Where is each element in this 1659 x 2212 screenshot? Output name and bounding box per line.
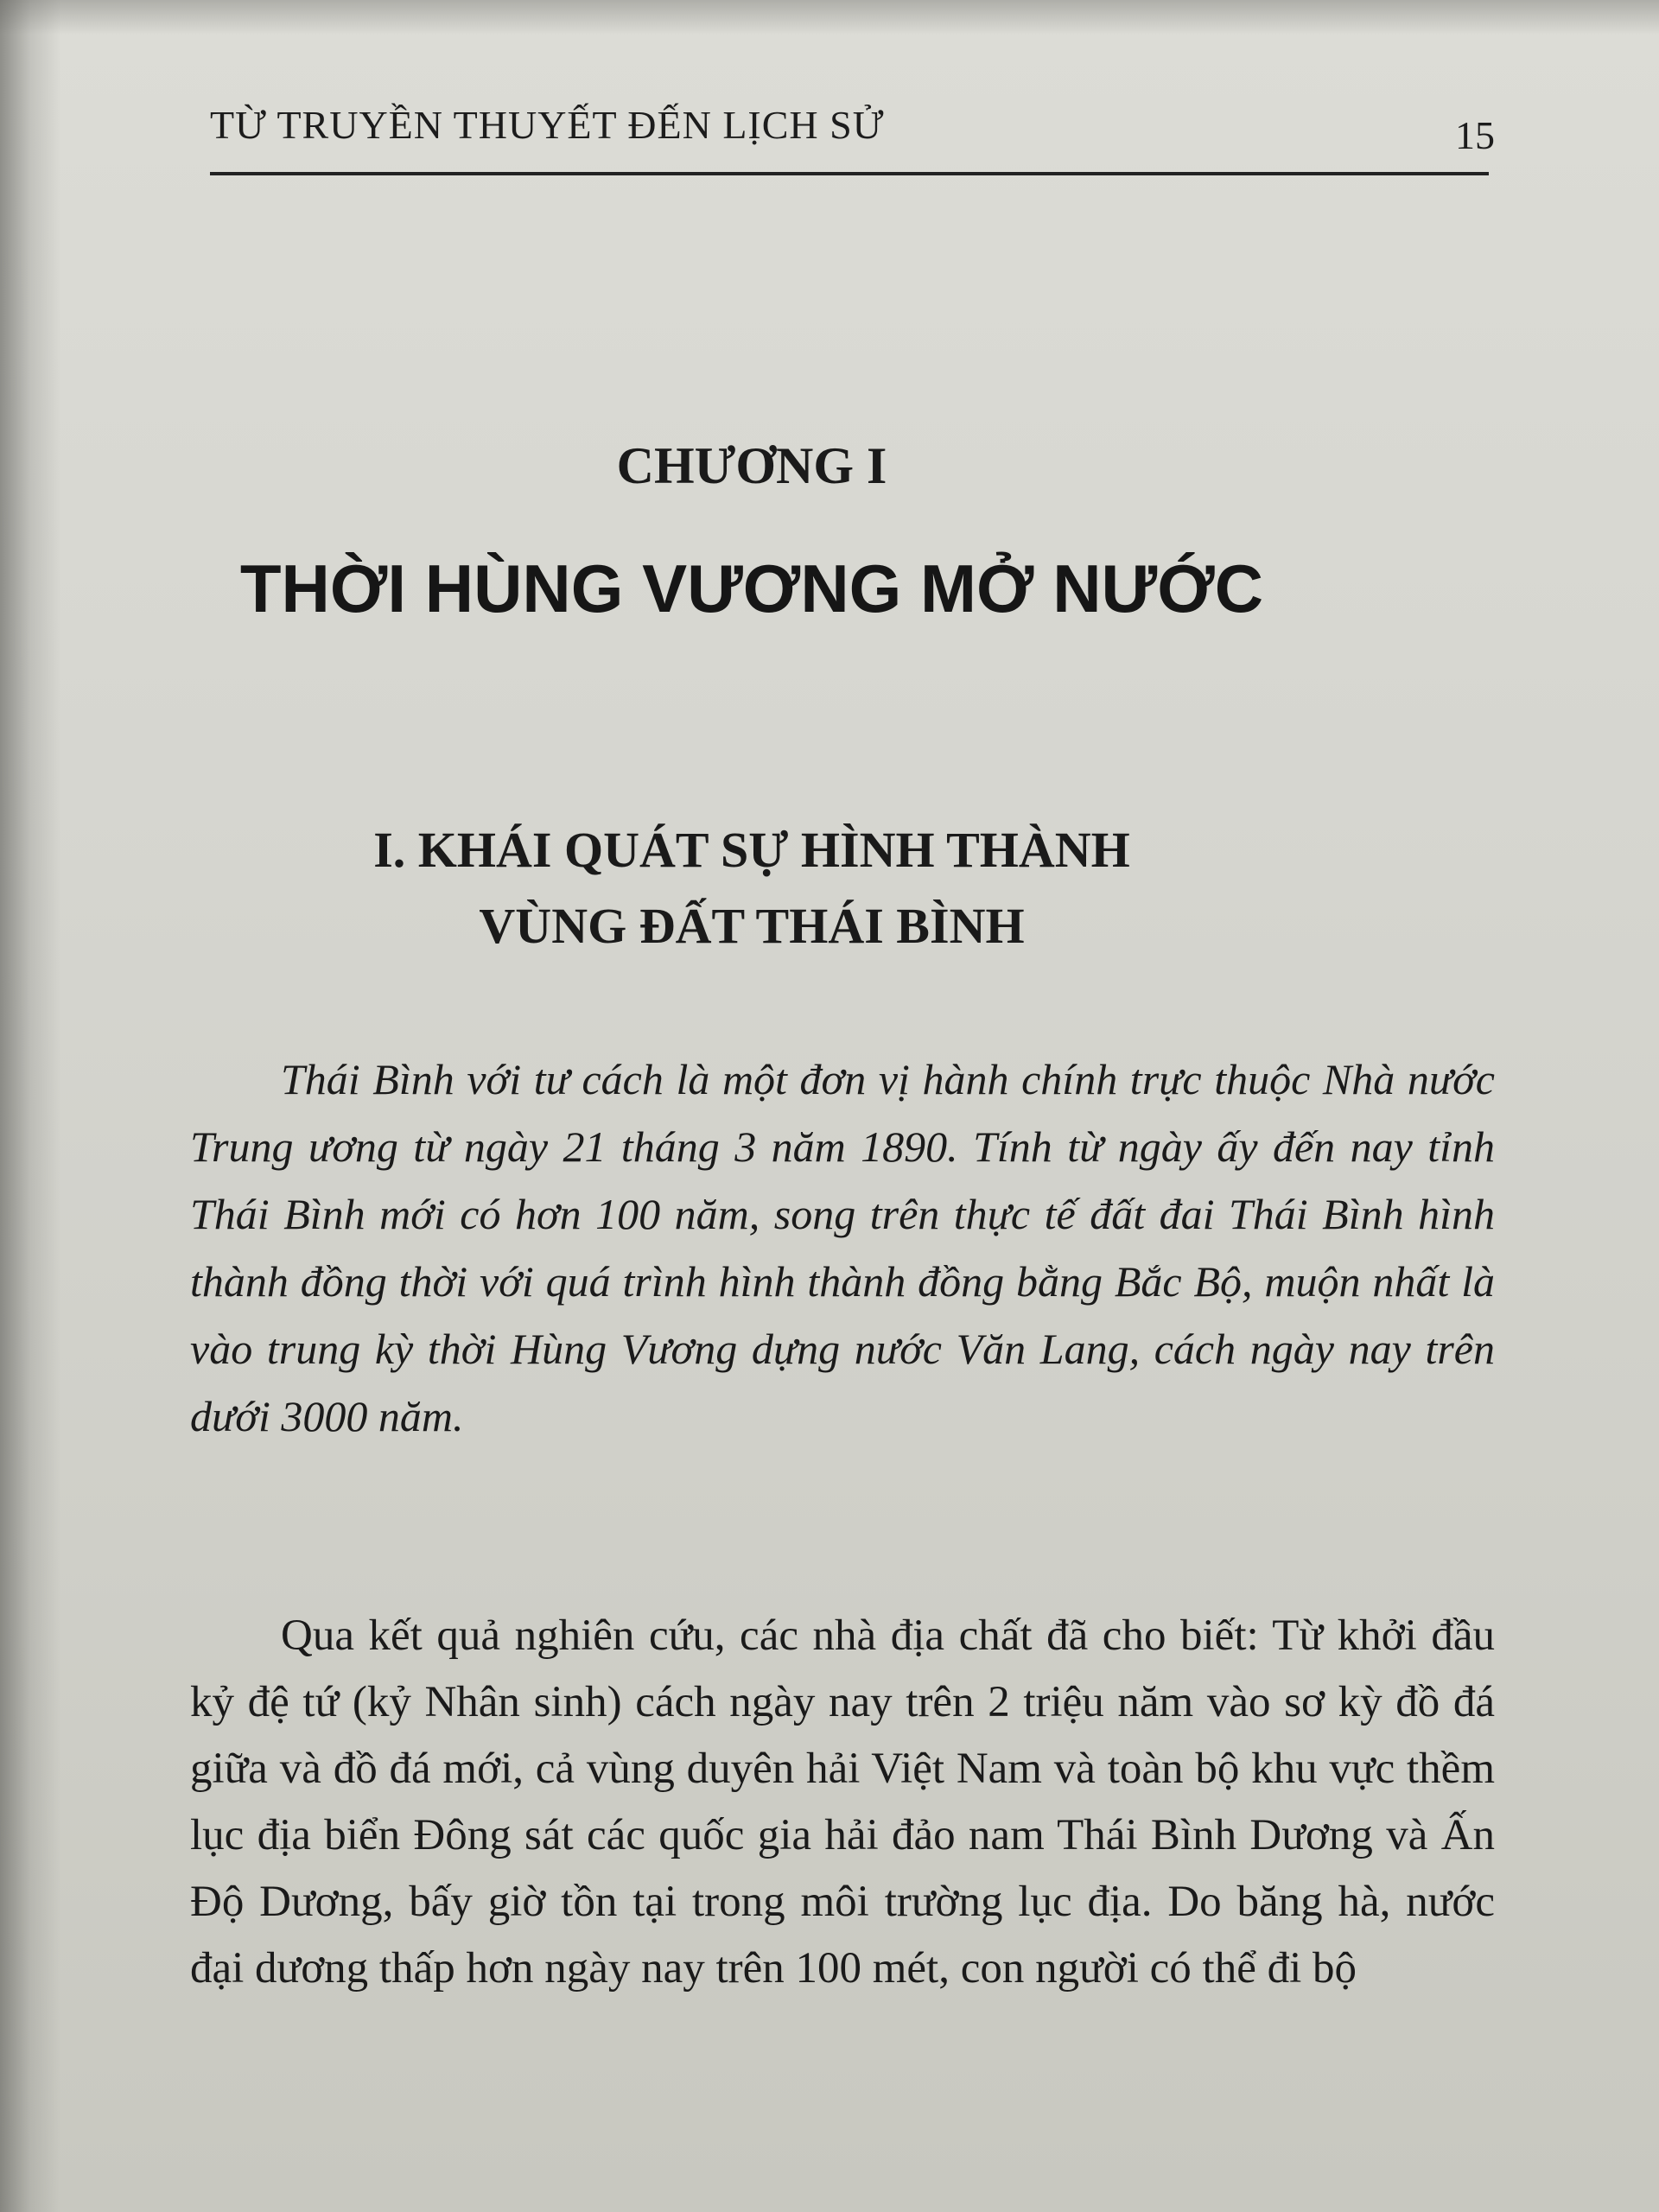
- page-number: 15: [1455, 113, 1495, 157]
- intro-paragraph: Thái Bình với tư cách là một đơn vị hành chính trực thuộc Nhà nước Trung ương từ ngày 21 tháng 3 năm 1890. Tính từ ngày ấy đến nay tỉnh Thái Bình mới có hơn 100 năm, song trên thực tế đất đai Thái Bình hình thành đồng thời với quá trình hình thành đồng bằng Bắc Bộ, muộn nhất là vào trung kỳ thời Hùng Vương dựng nước Văn Lang, cách ngày nay trên dưới 3000 năm.: [190, 1055, 1495, 1440]
- header-divider: [210, 172, 1489, 175]
- body-paragraph: Qua kết quả nghiên cứu, các nhà địa chất đã cho biết: Từ khởi đầu kỷ đệ tứ (kỷ Nhân sinh) cách ngày nay trên 2 triệu năm vào sơ kỳ đồ đá giữa và đồ đá mới, cả vùng duyên hải Việt Nam và toàn bộ khu vực thềm lục địa biển Đông sát các quốc gia hải đảo nam Thái Bình Dương và Ấn Độ Dương, bấy giờ tồn tại trong môi trường lục địa. Do băng hà, nước đại dương thấp hơn ngày nay trên 100 mét, con người có thể đi bộ: [190, 1611, 1495, 1993]
- section-heading-line-2: VÙNG ĐẤT THÁI BÌNH: [479, 898, 1025, 954]
- page-top-shadow: [0, 0, 1659, 35]
- section-heading: [0, 812, 1503, 964]
- chapter-label: CHƯƠNG I: [616, 437, 887, 494]
- page-gutter-shadow: [0, 0, 60, 2212]
- section-heading-line-1: I. KHÁI QUÁT SỰ HÌNH THÀNH: [373, 822, 1130, 878]
- running-head-title: TỪ TRUYỀN THUYẾT ĐẾN LỊCH SỬ: [210, 103, 885, 147]
- chapter-title: THỜI HÙNG VƯƠNG MỞ NƯỚC: [239, 550, 1264, 626]
